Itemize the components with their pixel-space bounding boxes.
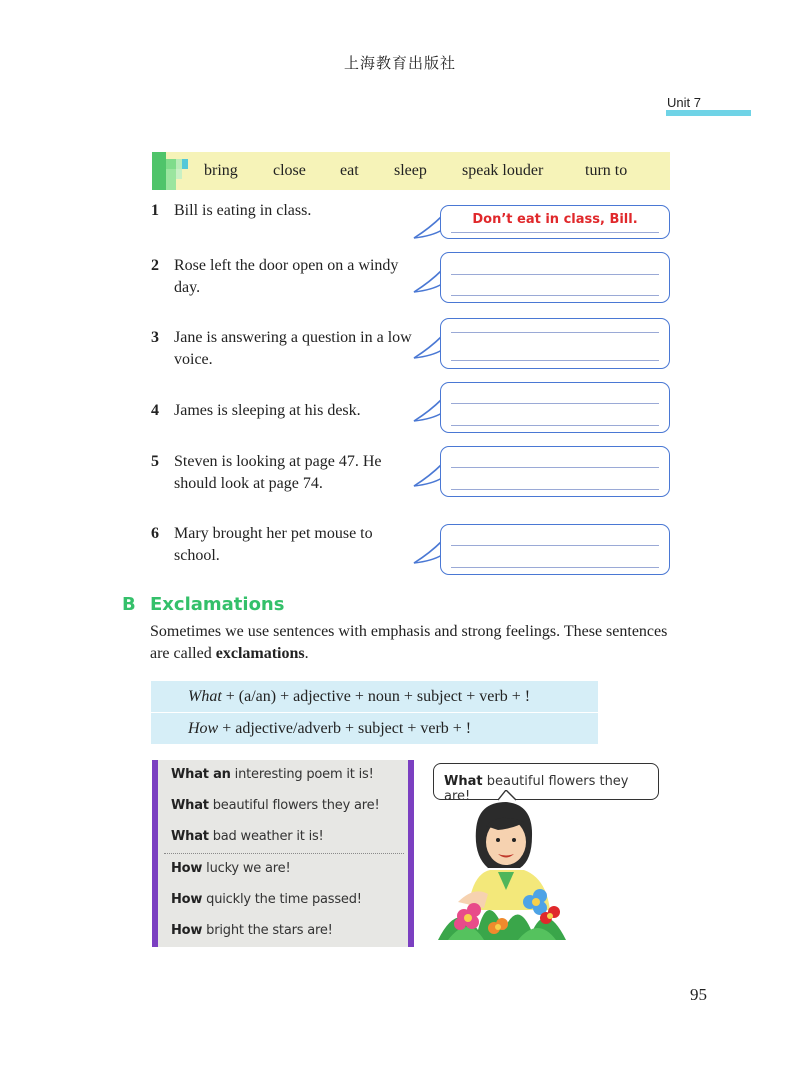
item-text: Rose left the door open on a windy day. — [174, 257, 399, 296]
example-line: What an interesting poem it is! — [171, 767, 374, 782]
answer-bubble[interactable] — [440, 205, 670, 239]
example-line: What bad weather it is! — [171, 829, 324, 844]
intro-end: . — [304, 645, 309, 662]
example-line: How bright the stars are! — [171, 923, 333, 938]
answer-bubble[interactable] — [440, 524, 670, 575]
section-title: Exclamations — [150, 594, 285, 615]
answer-bubble[interactable] — [440, 318, 670, 369]
word-bank — [152, 152, 670, 190]
item-number: 5 — [151, 453, 159, 470]
word-bank-item: sleep — [394, 162, 427, 179]
example-line: What beautiful flowers they are! — [171, 798, 380, 813]
word-bank-item: speak louder — [462, 162, 544, 179]
page-number: 95 — [690, 985, 707, 1004]
intro-text: Sometimes we use sentences with emphasis and strong feelings. These sentences are called — [150, 623, 668, 662]
item-text: Jane is answering a question in a low voice. — [174, 329, 412, 368]
item-number: 4 — [151, 402, 159, 419]
item-text: Mary brought her pet mouse to school. — [174, 525, 373, 564]
word-bank-item: eat — [340, 162, 359, 179]
section-intro — [150, 621, 670, 665]
word-bank-item: bring — [204, 162, 238, 179]
item-text: Steven is looking at page 47. He should look at page 74. — [174, 453, 382, 492]
girl-flowers-illustration — [428, 790, 578, 950]
speech-bubble: What beautiful flowers they are! — [433, 763, 659, 800]
formula-what — [151, 681, 598, 712]
examples-box — [152, 760, 414, 947]
publisher-header: 上海教育出版社 — [343, 54, 456, 72]
example-line: How lucky we are! — [171, 861, 291, 876]
item-number: 2 — [151, 257, 159, 274]
unit-bar — [666, 110, 751, 116]
example-line: How quickly the time passed! — [171, 892, 362, 907]
item-text: James is sleeping at his desk. — [174, 402, 361, 419]
item-number: 3 — [151, 329, 159, 346]
item-number: 6 — [151, 525, 159, 542]
word-bank-item: turn to — [585, 162, 628, 179]
section-letter: B — [122, 594, 136, 615]
formula-rest: + (a/an) + adjective + noun + subject + verb + ! — [221, 688, 531, 705]
intro-keyword: exclamations — [215, 645, 305, 662]
item-number: 1 — [151, 202, 159, 219]
example-answer: Don’t eat in class, Bill. — [472, 212, 638, 227]
unit-label: Unit 7 — [667, 95, 701, 110]
formula-lead: How — [188, 720, 219, 737]
formula-rest: + adjective/adverb + subject + verb + ! — [218, 720, 472, 737]
examples-divider — [164, 853, 404, 854]
formula-how — [151, 713, 598, 744]
answer-bubble[interactable] — [440, 446, 670, 497]
answer-bubble[interactable] — [440, 382, 670, 433]
word-bank-item: close — [273, 162, 306, 179]
answer-bubble[interactable] — [440, 252, 670, 303]
formula-lead: What — [188, 688, 222, 705]
item-text: Bill is eating in class. — [174, 202, 312, 219]
